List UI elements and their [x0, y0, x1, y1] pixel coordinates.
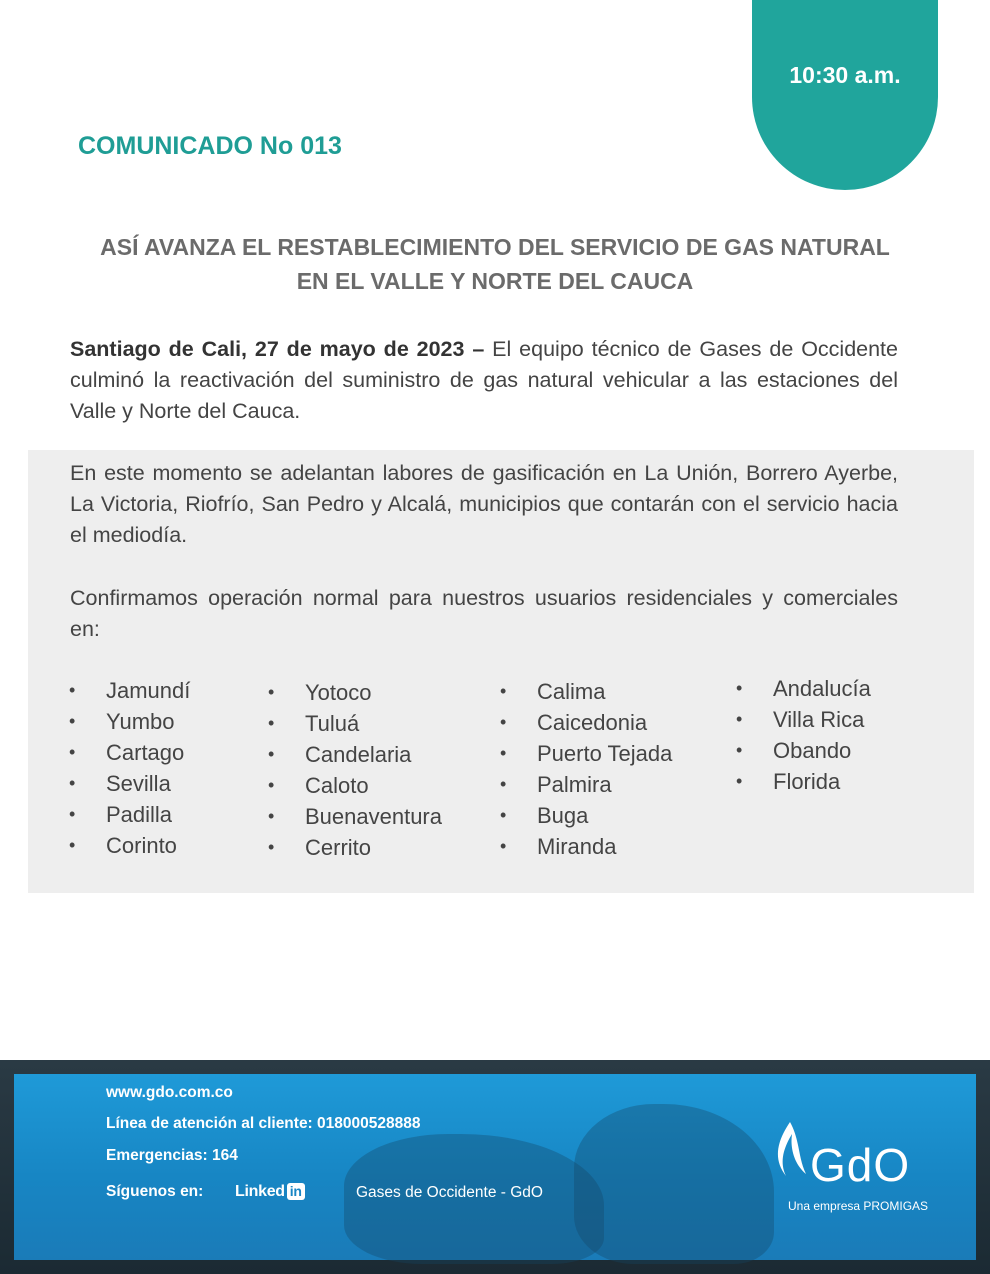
normal-operation-paragraph: Confirmamos operación normal para nuestros usuarios residenciales y comerciales en: [70, 586, 898, 641]
municipality-item: • Cartago [69, 737, 190, 768]
municipality-item: • Palmira [500, 769, 672, 800]
municipality-item: • Tuluá [268, 708, 442, 739]
lead-paragraph [70, 334, 898, 427]
municipality-item: • Calima [500, 676, 672, 707]
gdo-logo-text: GdO [810, 1139, 911, 1191]
municipality-item: • Florida [736, 766, 871, 797]
municipality-item: • Buga [500, 800, 672, 831]
municipality-item: • Cerrito [268, 832, 442, 863]
municipality-item: • Sevilla [69, 768, 190, 799]
municipality-item: • Jamundí [69, 675, 190, 706]
gdo-sub-prefix: Una empresa [788, 1199, 864, 1213]
municipality-item: • Caloto [268, 770, 442, 801]
municipality-list-col-1 [69, 675, 190, 861]
municipality-item: • Andalucía [736, 673, 871, 704]
municipality-item: • Puerto Tejada [500, 738, 672, 769]
headline-line-2: EN EL VALLE Y NORTE DEL CAUCA [296, 268, 694, 294]
follow-label: Síguenos en: [106, 1183, 204, 1200]
gdo-logo-subtitle [788, 1199, 928, 1213]
municipality-list-col-2 [268, 677, 442, 863]
municipality-item: • Caicedonia [500, 707, 672, 738]
gdo-sub-brand: PROMIGAS [863, 1199, 929, 1213]
linkedin-word: Linked [235, 1183, 285, 1200]
municipality-list-col-4 [736, 673, 871, 797]
website-link[interactable]: www.gdo.com.co [106, 1084, 233, 1101]
municipality-item: • Padilla [69, 799, 190, 830]
municipality-item: • Villa Rica [736, 704, 871, 735]
company-social-link[interactable]: Gases de Occidente - GdO [356, 1184, 543, 1201]
municipality-item: • Yumbo [69, 706, 190, 737]
municipality-item: • Yotoco [268, 677, 442, 708]
emergency-line: Emergencias: 164 [106, 1147, 238, 1164]
municipality-item: • Miranda [500, 831, 672, 862]
municipality-item: • Candelaria [268, 739, 442, 770]
municipality-list-col-3 [500, 676, 672, 862]
communique-number: COMUNICADO No 013 [78, 132, 342, 160]
headline [40, 230, 950, 298]
municipality-item: • Buenaventura [268, 801, 442, 832]
gasification-paragraph: En este momento se adelantan labores de gasificación en La Unión, Borrero Ayerbe, La Victoria, Riofrío, San Pedro y Alcalá, municipios que contarán con el servicio hacia el mediodía. [70, 461, 898, 547]
municipality-item: • Corinto [69, 830, 190, 861]
linkedin-logo[interactable] [235, 1183, 305, 1201]
linkedin-in-badge: in [287, 1183, 305, 1200]
customer-service-line: Línea de atención al cliente: 018000528888 [106, 1115, 421, 1132]
time-badge [752, 0, 938, 190]
rock-silhouette [574, 1104, 774, 1264]
lead-text: El equipo técnico de Gases de Occidente culminó la reactivación del suministro de gas natural vehicular a las estaciones del Valle y Norte del Cauca. [70, 337, 898, 423]
release-time: 10:30 a.m. [789, 62, 901, 88]
municipality-item: • Obando [736, 735, 871, 766]
headline-line-1: ASÍ AVANZA EL RESTABLECIMIENTO DEL SERVICIO DE GAS NATURAL [100, 234, 890, 260]
dateline: Santiago de Cali, 27 de mayo de 2023 – [70, 337, 485, 361]
